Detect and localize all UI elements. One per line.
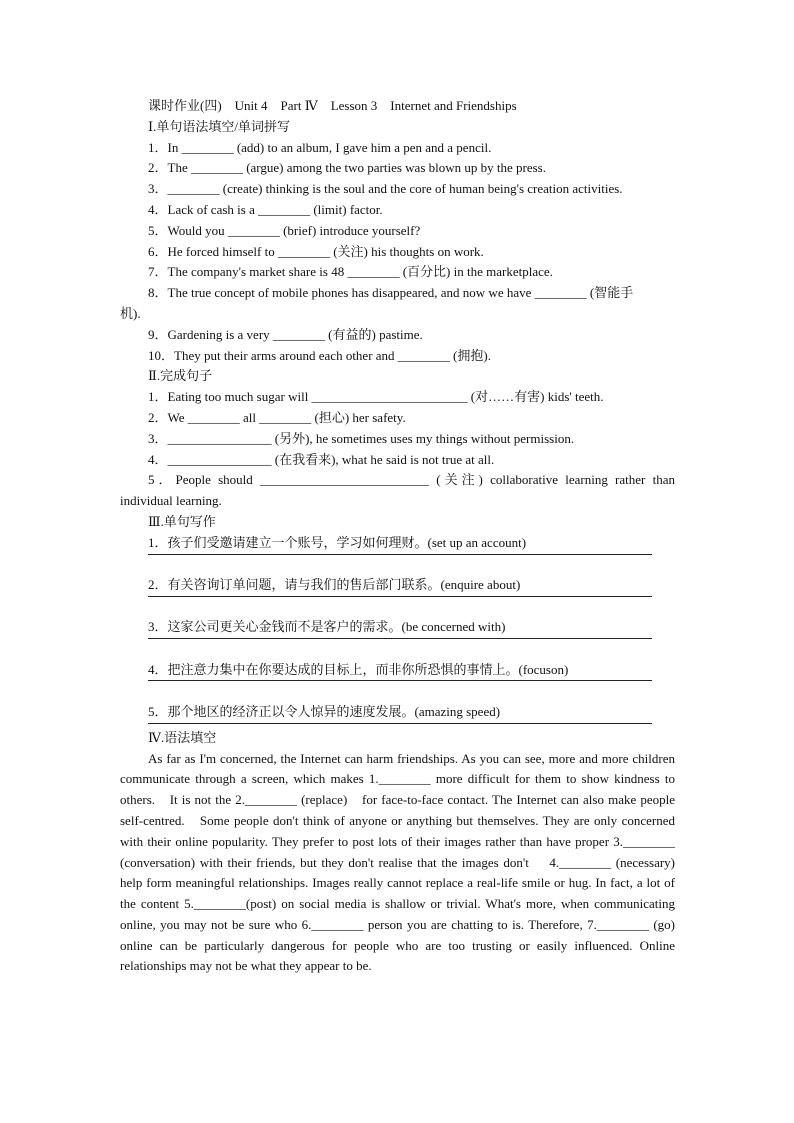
s1-item-8-cont: 机). (120, 305, 141, 321)
worksheet-title: 课时作业(四) Unit 4 Part Ⅳ Lesson 3 Internet and Friendships (148, 98, 517, 113)
section-1-heading: Ⅰ.单句语法填空/单词拼写 (148, 118, 290, 134)
s1-item-1: 1．In ________ (add) to an album, I gave him a pen and a pencil. (148, 139, 492, 155)
section-2-heading: Ⅱ.完成句子 (148, 368, 213, 384)
s1-item-3: 3．________ (create) thinking is the soul and the core of human being's creation activities. (148, 181, 623, 197)
s2-item-1: 1．Eating too much sugar will ________________________ (对……有害) kids' teeth. (148, 389, 604, 405)
s1-item-2: 2．The ________ (argue) among the two parties was blown up by the press. (148, 160, 546, 176)
s1-item-8: 8．The true concept of mobile phones has disappeared, and now we have ________ (智能手 (148, 285, 634, 301)
answer-line-3 (148, 638, 652, 639)
s2-item-4: 4．________________ (在我看来), what he said is not true at all. (148, 451, 495, 467)
s1-item-7: 7．The company's market share is 48 ________ (百分比) in the marketplace. (148, 264, 553, 280)
s1-item-9: 9．Gardening is a very ________ (有益的) pastime. (148, 326, 423, 342)
s3-item-5: 5．那个地区的经济正以令人惊异的速度发展。(amazing speed) (148, 703, 501, 719)
answer-line-4 (148, 680, 652, 681)
worksheet-page (120, 96, 675, 977)
section-4-heading: Ⅳ.语法填空 (148, 729, 217, 745)
s1-item-6: 6．He forced himself to ________ (关注) his thoughts on work. (148, 243, 484, 259)
passage-paragraph: As far as I'm concerned, the Internet can harm friendships. As you can see, more and more children communicate through a screen, which makes 1.________ more difficult for them to show kindness to others. It is not the 2.________ (replace) for face-to-face contact. The Internet can also make people self-centred. Some people don't think of anyone or anything but themselves. They are only concerned with their online popularity. They prefer to post lots of their images rather than have proper 3.________ (conversation) with their friends, but they don't realise that the images don't 4.________ (necessary) help form meaningful relationships. Images really cannot replace a real-life smile or hug. In fact, a lot of the content 5.________(post) on social media is shallow or trivial. What's more, when communicating online, you may not be sure who 6.________ person you are chatting to is. Therefore, 7.________ (go) online can be particularly dangerous for people who are too trusting or easily influenced. Online relationships may not be what they appear to be. (120, 750, 675, 974)
s3-item-3: 3．这家公司更关心金钱而不是客户的需求。(be concerned with) (148, 619, 506, 635)
s1-item-4: 4．Lack of cash is a ________ (limit) factor. (148, 201, 383, 217)
s3-item-4: 4．把注意力集中在你要达成的目标上，而非你所恐惧的事情上。(focuson) (148, 661, 569, 677)
answer-line-5 (148, 723, 652, 724)
section-3-heading: Ⅲ.单句写作 (148, 513, 216, 529)
s2-item-5: 5．People should __________________________ (关注) collaborative learning rather than individual learning. (120, 472, 675, 509)
answer-line-1 (148, 554, 652, 555)
s2-item-3: 3．________________ (另外), he sometimes uses my things without permission. (148, 430, 575, 446)
s3-item-1: 1．孩子们受邀请建立一个账号，学习如何理财。(set up an account) (148, 534, 527, 550)
answer-line-2 (148, 596, 652, 597)
s1-item-10: 10．They put their arms around each other and ________ (拥抱). (148, 347, 491, 363)
s1-item-5: 5．Would you ________ (brief) introduce yourself? (148, 222, 421, 238)
s3-item-2: 2．有关咨询订单问题，请与我们的售后部门联系。(enquire about) (148, 577, 521, 593)
s2-item-2: 2．We ________ all ________ (担心) her safety. (148, 409, 406, 425)
